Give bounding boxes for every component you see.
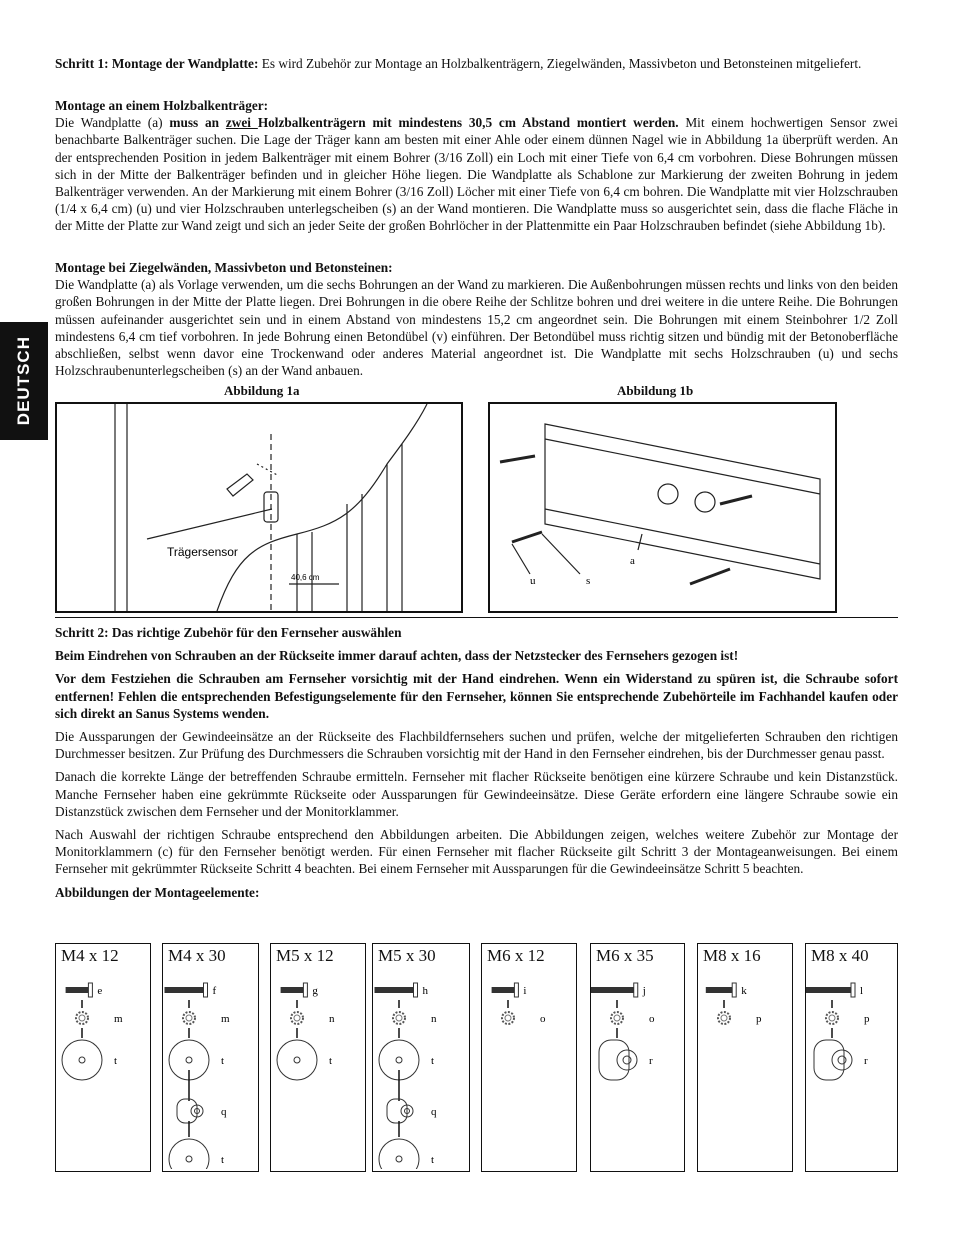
label-a: a	[630, 555, 635, 567]
screw-icon	[591, 983, 638, 997]
part-label: l	[860, 985, 864, 997]
part-label: o	[540, 1013, 546, 1025]
hardware-box	[55, 943, 151, 1172]
hardware-box	[697, 943, 793, 1172]
brick-section	[55, 259, 898, 379]
part-label: p	[756, 1013, 762, 1025]
hardware-size: M6 x 35	[596, 946, 654, 965]
part-label: p	[864, 1013, 870, 1025]
fig1a-caption: Abbildung 1a	[224, 383, 300, 398]
part-label: m	[221, 1013, 230, 1025]
part-label: e	[97, 985, 103, 997]
part-label: t	[221, 1154, 225, 1166]
hardware-size: M5 x 30	[378, 946, 436, 965]
paragraph-3: Nach Auswahl der richtigen Schraube entsprechend den Abbildungen arbeiten. Die Abbildungen zeigen, welches weitere Zubehör zur Montage der Monitorklammern (c) für den Fernseher benötigt werden. Für einen Fernseher mit flacher Rückseite gilt Schritt 3 der Montageanweisungen. Bei einem Fernseher mit gekrümmter Rückseite Schritt 4 beachten. Bei einem Fernseher mit Aussparungen für die Gewindeeinsätze Schritt 5 beachten.	[55, 827, 898, 877]
paragraph-1: Die Aussparungen der Gewindeeinsätze an der Rückseite des Flachbildfernsehers suchen und prüfen, welche der mitgelieferten Schrauben den richtigen Durchmesser besitzen. Zur Prüfung des Durchmessers die Schrauben vorsichtig mit der Hand in den Fernseher eindrehen, bis der Durchmesser genau passt.	[55, 729, 898, 762]
stud-finder-illustration	[57, 404, 461, 611]
language-tab	[0, 322, 48, 440]
lock-washer-icon	[826, 1000, 838, 1024]
hardware-size: M6 x 12	[487, 946, 545, 965]
lock-washer-icon	[76, 1000, 88, 1024]
part-label: n	[329, 1013, 335, 1025]
screw-icon	[706, 983, 736, 997]
large-spacer-icon	[599, 1028, 637, 1080]
hardware-heading: Abbildungen der Montageelemente:	[55, 884, 260, 900]
hardware-box	[805, 943, 898, 1172]
paragraph-2: Danach die korrekte Länge der betreffenden Schraube ermitteln. Fernseher mit flacher Rückseite benötigen eine kürzere Schraube und kein Distanzstück. Manche Fernseher haben eine gekrümmte Rückseite oder Aussparungen für Gewindeeinsätze. Diese Geräte erfordern eine längere Schraube sowie ein Distanzstück zwischen dem Fernseher und der Monitorklammer.	[55, 769, 898, 819]
hardware-box	[590, 943, 685, 1172]
step1-text: Es wird Zubehör zur Montage an Holzbalkenträgern, Ziegelwänden, Massivbeton und Betonsteinen mitgeliefert.	[258, 56, 862, 71]
hardware-size: M8 x 16	[703, 946, 761, 965]
lock-washer-icon	[393, 1000, 405, 1024]
dimension-label: 40,6 cm	[291, 573, 320, 582]
part-label: m	[114, 1013, 123, 1025]
hardware-size: M4 x 12	[61, 946, 119, 965]
part-label: t	[329, 1055, 333, 1067]
part-label: t	[431, 1154, 435, 1166]
washer-icon	[277, 1028, 317, 1080]
step2-section	[55, 624, 898, 901]
hardware-box	[162, 943, 259, 1172]
washer-icon	[379, 1121, 419, 1169]
lock-washer-icon	[718, 1000, 730, 1024]
part-label: r	[864, 1055, 868, 1067]
part-label: r	[649, 1055, 653, 1067]
wood-bold-2: Holzbalkenträgern mit mindestens 30,5 cm Abstand montiert werden.	[257, 115, 679, 131]
part-label: j	[642, 985, 646, 997]
wood-text-1: Die Wandplatte (a)	[55, 115, 170, 131]
washer-icon	[169, 1121, 209, 1169]
wall-plate-illustration	[490, 404, 835, 611]
language-tab-label: DEUTSCH	[14, 336, 34, 426]
part-label: g	[312, 985, 318, 997]
part-label: n	[431, 1013, 437, 1025]
part-label: q	[221, 1106, 227, 1118]
label-s: s	[586, 575, 591, 587]
hardware-box	[270, 943, 366, 1172]
step1-title: Schritt 1: Montage der Wandplatte:	[55, 56, 259, 71]
screw-icon	[375, 983, 418, 997]
part-label: o	[649, 1013, 655, 1025]
brick-text: Die Wandplatte (a) als Vorlage verwenden, um die sechs Bohrungen an der Wand zu markieren. Die Außenbohrungen müssen rechts und links von den beiden großen Bohrungen in der Mitte der Platte liegen. Drei Bohrungen in die obere Reihe der Schlitze bohren und drei weitere in die untere Reihe. Die Bohrungen müssen aufeinander ausgerichtet sein und in einem Abstand von mindestens 15,2 cm angeordnet sein. Die Bohrungen mit einem Steinbohrer 1/2 Zoll mindestens 6,4 cm tief vorbohren. In jede Bohrung einen Betondübel (v) einführen. Der Betondübel muss richtig sitzen und bündig mit der Betonoberfläche abschließen, selbst wenn davor eine Trockenwand oder anderes Material angeordnet ist. Die Wandplatte mit sechs Holzschrauben (u) und sechs Holzschraubenunterlegscheiben (s) an der Wand anbauen.	[55, 277, 898, 379]
step1-intro	[55, 55, 898, 72]
lock-washer-icon	[611, 1000, 623, 1024]
part-label: t	[114, 1055, 118, 1067]
washer-icon	[62, 1028, 102, 1080]
wood-text-2: Mit einem hochwertigen Sensor zwei benachbarte Balkenträger suchen. Die Lage der Träger kann am besten mit einer Ahle oder einem dünnen Nagel wie in Abbildung 1a überprüft werden. An der entsprechenden Position in jedem Balkenträger mit einem Bohrer (3/16 Zoll) ein Loch mit einer Tiefe von 6,4 cm vorbohren. Diese Bohrungen müssen sich in der Mitte der Balkenträger befinden und in gleicher Höhe liegen. Die Wandplatte als Schablone zur Markierung der zweiten Bohrung in jedem Balkenträger verwenden. An der Markierung mit einem Bohrer (3/16 Zoll) Löcher mit einer Tiefe von 6,4 cm bohren. Die Wandplatte mit vier Holzschrauben (1/4 x 6,4 cm) (u) und vier Holzschrauben unterlegscheiben (s) an der Wand montieren. Die Wandplatte muss so ausgerichtet sein, dass die flache Fläche in der Mitte der Platte zur Wand zeigt und sich an jeder Seite der großen Bohrlöcher in der Plattenmitte ein Paar Holzschrauben befindet (siehe Abbildung 1b).	[55, 115, 898, 234]
screw-icon	[66, 983, 93, 997]
part-label: i	[523, 985, 527, 997]
screw-icon	[281, 983, 308, 997]
part-label: t	[221, 1055, 225, 1067]
part-label: f	[212, 985, 217, 997]
warning-1: Beim Eindrehen von Schrauben an der Rückseite immer darauf achten, dass der Netzstecker des Fernsehers gezogen ist!	[55, 648, 739, 664]
divider	[55, 617, 898, 618]
hardware-size: M8 x 40	[811, 946, 869, 965]
screw-icon	[806, 983, 855, 997]
lock-washer-icon	[291, 1000, 303, 1024]
wood-section	[55, 97, 898, 235]
part-label: t	[431, 1055, 435, 1067]
figure-1a	[55, 402, 463, 613]
part-label: k	[741, 985, 747, 997]
hardware-size: M4 x 30	[168, 946, 226, 965]
screw-icon	[165, 983, 208, 997]
sensor-label: Trägersensor	[167, 545, 238, 559]
warning-2: Vor dem Festziehen die Schrauben am Fernseher vorsichtig mit der Hand eindrehen. Wenn ein Widerstand zu spüren ist, die Schraube sofort entfernen! Fehlen die entsprechenden Befestigungselemente für den Fernseher, können Sie entsprechende Zubehörteile im Fachhandel kaufen oder sich direkt an Sanus Systems wenden.	[55, 671, 898, 721]
hardware-box	[481, 943, 577, 1172]
large-spacer-icon	[814, 1028, 852, 1080]
step2-title: Schritt 2: Das richtige Zubehör für den Fernseher auswählen	[55, 625, 402, 640]
hardware-box	[372, 943, 470, 1172]
hardware-size: M5 x 12	[276, 946, 334, 965]
screw-icon	[492, 983, 519, 997]
wood-underline: zwei	[225, 115, 258, 131]
fig1b-caption: Abbildung 1b	[617, 383, 694, 398]
part-label: q	[431, 1106, 437, 1118]
wood-bold-1: muss an	[169, 115, 226, 131]
figure-1b	[488, 402, 837, 613]
part-label: h	[422, 985, 428, 997]
lock-washer-icon	[502, 1000, 514, 1024]
label-u: u	[530, 575, 536, 587]
lock-washer-icon	[183, 1000, 195, 1024]
wood-heading: Montage an einem Holzbalkenträger:	[55, 98, 269, 113]
brick-heading: Montage bei Ziegelwänden, Massivbeton und Betonsteinen:	[55, 260, 393, 275]
